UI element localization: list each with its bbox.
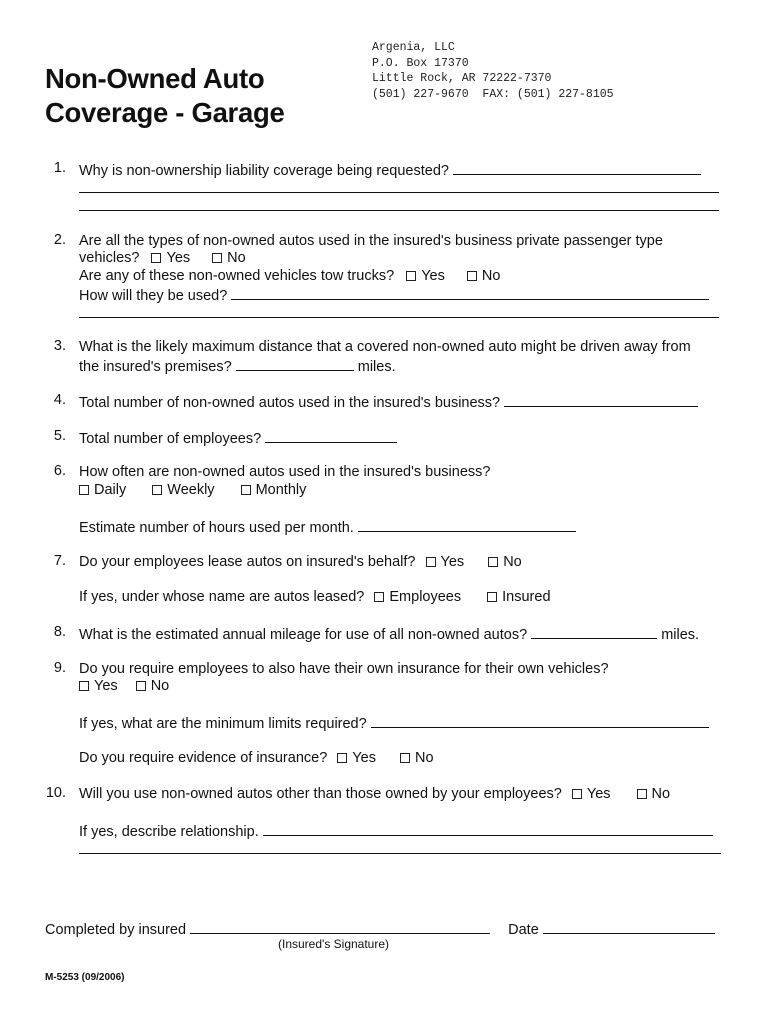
q2-line4 bbox=[79, 285, 709, 305]
checkbox-icon[interactable] bbox=[406, 271, 416, 281]
q8-number: 8. bbox=[53, 624, 66, 640]
q6-frequency-options bbox=[79, 481, 306, 499]
q8-mileage-field[interactable] bbox=[531, 624, 657, 639]
q1-text: Why is non-ownership liability coverage being requested? bbox=[79, 163, 449, 179]
q10-yes-label: Yes bbox=[586, 786, 611, 802]
q9-limits-field[interactable] bbox=[371, 713, 709, 728]
q7-text: Do your employees lease autos on insured's behalf? bbox=[79, 554, 416, 570]
q7-sub-text: If yes, under whose name are autos leased? bbox=[79, 589, 365, 605]
q7-insured-option[interactable] bbox=[487, 588, 550, 606]
checkbox-icon[interactable] bbox=[241, 485, 251, 495]
q9-limits-text: If yes, what are the minimum limits required? bbox=[79, 716, 367, 732]
q3-line2 bbox=[79, 356, 396, 376]
company-address-block bbox=[372, 40, 614, 102]
form-title-line1: Non-Owned Auto bbox=[45, 63, 265, 94]
q6-weekly-option[interactable] bbox=[152, 481, 214, 499]
q2-line3 bbox=[79, 267, 500, 285]
q10-no-label: No bbox=[651, 786, 671, 802]
q2-yes-option[interactable] bbox=[151, 249, 190, 267]
q3-line2-text: the insured's premises? bbox=[79, 359, 232, 375]
q7-yes-label: Yes bbox=[440, 554, 465, 570]
q7-employees-option[interactable] bbox=[374, 588, 461, 606]
q9-no-label: No bbox=[150, 678, 170, 694]
q9-number: 9. bbox=[53, 660, 66, 676]
q1-answer-line-2[interactable] bbox=[79, 192, 719, 193]
checkbox-icon[interactable] bbox=[151, 253, 161, 263]
q10-no-option[interactable] bbox=[637, 785, 671, 803]
q1-answer-field[interactable] bbox=[453, 160, 701, 175]
q9-evidence bbox=[79, 749, 434, 767]
form-title bbox=[45, 62, 284, 130]
q3-number: 3. bbox=[53, 338, 66, 354]
q2-line3-text: Are any of these non-owned vehicles tow trucks? bbox=[79, 268, 395, 284]
q2-no-label: No bbox=[227, 250, 246, 266]
checkbox-icon[interactable] bbox=[467, 271, 477, 281]
checkbox-icon[interactable] bbox=[637, 789, 647, 799]
checkbox-icon[interactable] bbox=[152, 485, 162, 495]
q5-answer-field[interactable] bbox=[265, 428, 397, 443]
q5-text: Total number of employees? bbox=[79, 431, 262, 447]
q6-number: 6. bbox=[53, 463, 66, 479]
signature-row bbox=[45, 919, 715, 939]
q9-options bbox=[79, 677, 169, 695]
q9-evidence-text: Do you require evidence of insurance? bbox=[79, 750, 328, 766]
q2-usage-line-2[interactable] bbox=[79, 317, 719, 318]
q2-usage-field[interactable] bbox=[231, 285, 709, 300]
q4-text: Total number of non-owned autos used in the insured's business? bbox=[79, 395, 501, 411]
q3-distance-field[interactable] bbox=[236, 356, 354, 371]
q5-number: 5. bbox=[53, 428, 66, 444]
checkbox-icon[interactable] bbox=[212, 253, 222, 263]
checkbox-icon[interactable] bbox=[488, 557, 498, 567]
q10-yes-option[interactable] bbox=[572, 785, 611, 803]
insured-signature-field[interactable] bbox=[190, 919, 490, 934]
form-title-line2: Coverage - Garage bbox=[45, 97, 285, 128]
q9-evidence-no-label: No bbox=[414, 750, 434, 766]
q7-employees-label: Employees bbox=[389, 589, 462, 605]
q4-question bbox=[79, 392, 698, 412]
company-city: Little Rock, AR 72222-7370 bbox=[372, 72, 552, 85]
q2-number: 2. bbox=[53, 232, 66, 248]
checkbox-icon[interactable] bbox=[79, 485, 89, 495]
q6-daily-label: Daily bbox=[94, 482, 127, 498]
q6-hours-field[interactable] bbox=[358, 517, 576, 532]
date-label: Date bbox=[508, 922, 539, 938]
q2-yes-label: Yes bbox=[166, 250, 191, 266]
checkbox-icon[interactable] bbox=[487, 592, 497, 602]
q7-no-option[interactable] bbox=[488, 553, 522, 571]
q6-weekly-label: Weekly bbox=[167, 482, 215, 498]
q9-evidence-no-option[interactable] bbox=[400, 749, 434, 767]
signature-caption: (Insured's Signature) bbox=[278, 937, 390, 951]
q6-monthly-option[interactable] bbox=[241, 481, 307, 499]
q7-no-label: No bbox=[503, 554, 522, 570]
q2-tow-no-option[interactable] bbox=[467, 267, 501, 285]
q10-relationship-line-2[interactable] bbox=[79, 853, 721, 854]
company-name: Argenia, LLC bbox=[372, 41, 455, 54]
q2-line4-text: How will they be used? bbox=[79, 288, 228, 304]
q2-line2 bbox=[79, 249, 246, 267]
q9-evidence-yes-label: Yes bbox=[352, 750, 376, 766]
q6-hours bbox=[79, 517, 576, 537]
form-number: M-5253 (09/2006) bbox=[45, 972, 125, 983]
checkbox-icon[interactable] bbox=[572, 789, 582, 799]
q7-insured-label: Insured bbox=[502, 589, 551, 605]
q9-yes-option[interactable] bbox=[79, 677, 118, 695]
q8-unit: miles. bbox=[661, 627, 700, 643]
checkbox-icon[interactable] bbox=[400, 753, 410, 763]
q10-relationship-field[interactable] bbox=[263, 821, 713, 836]
q8-text: What is the estimated annual mileage for use of all non-owned autos? bbox=[79, 627, 528, 643]
q9-text: Do you require employees to also have their own insurance for their own vehicles? bbox=[79, 661, 609, 677]
q1-question bbox=[79, 160, 701, 180]
completed-by-label: Completed by insured bbox=[45, 922, 187, 938]
q6-daily-option[interactable] bbox=[79, 481, 126, 499]
q6-monthly-label: Monthly bbox=[255, 482, 307, 498]
checkbox-icon[interactable] bbox=[136, 681, 146, 691]
q10-question bbox=[79, 785, 670, 803]
q2-tow-no-label: No bbox=[481, 268, 501, 284]
q6-hours-text: Estimate number of hours used per month. bbox=[79, 520, 354, 536]
q7-question bbox=[79, 553, 522, 571]
checkbox-icon[interactable] bbox=[337, 753, 347, 763]
q8-question bbox=[79, 624, 699, 644]
q9-evidence-yes-option[interactable] bbox=[337, 749, 376, 767]
checkbox-icon[interactable] bbox=[79, 681, 89, 691]
q2-line2-text: vehicles? bbox=[79, 250, 140, 266]
q10-sub bbox=[79, 821, 713, 841]
company-phone-fax: (501) 227-9670 FAX: (501) 227-8105 bbox=[372, 87, 614, 101]
q7-number: 7. bbox=[53, 553, 66, 569]
q10-sub-text: If yes, describe relationship. bbox=[79, 824, 259, 840]
q10-number: 10. bbox=[45, 785, 66, 801]
date-field[interactable] bbox=[543, 919, 715, 934]
q4-answer-field[interactable] bbox=[504, 392, 698, 407]
q10-text: Will you use non-owned autos other than those owned by your employees? bbox=[79, 786, 562, 802]
q3-unit: miles. bbox=[357, 359, 396, 375]
checkbox-icon[interactable] bbox=[374, 592, 384, 602]
q1-answer-line-3[interactable] bbox=[79, 210, 719, 211]
q6-text: How often are non-owned autos used in the insured's business? bbox=[79, 464, 491, 480]
q2-no-option[interactable] bbox=[212, 249, 246, 267]
q3-line1: What is the likely maximum distance that a covered non-owned auto might be driven away from bbox=[79, 339, 691, 355]
q9-no-option[interactable] bbox=[136, 677, 170, 695]
q9-yes-label: Yes bbox=[94, 678, 118, 694]
q5-question bbox=[79, 428, 397, 448]
q7-yes-option[interactable] bbox=[426, 553, 465, 571]
q2-line1: Are all the types of non-owned autos used in the insured's business private passenger type bbox=[79, 233, 663, 249]
q2-tow-yes-label: Yes bbox=[421, 268, 445, 284]
q7-sub bbox=[79, 588, 551, 606]
checkbox-icon[interactable] bbox=[426, 557, 436, 567]
q1-number: 1. bbox=[53, 160, 66, 176]
q2-tow-yes-option[interactable] bbox=[406, 267, 445, 285]
q9-limits bbox=[79, 713, 709, 733]
company-po-box: P.O. Box 17370 bbox=[372, 56, 469, 70]
q4-number: 4. bbox=[53, 392, 66, 408]
